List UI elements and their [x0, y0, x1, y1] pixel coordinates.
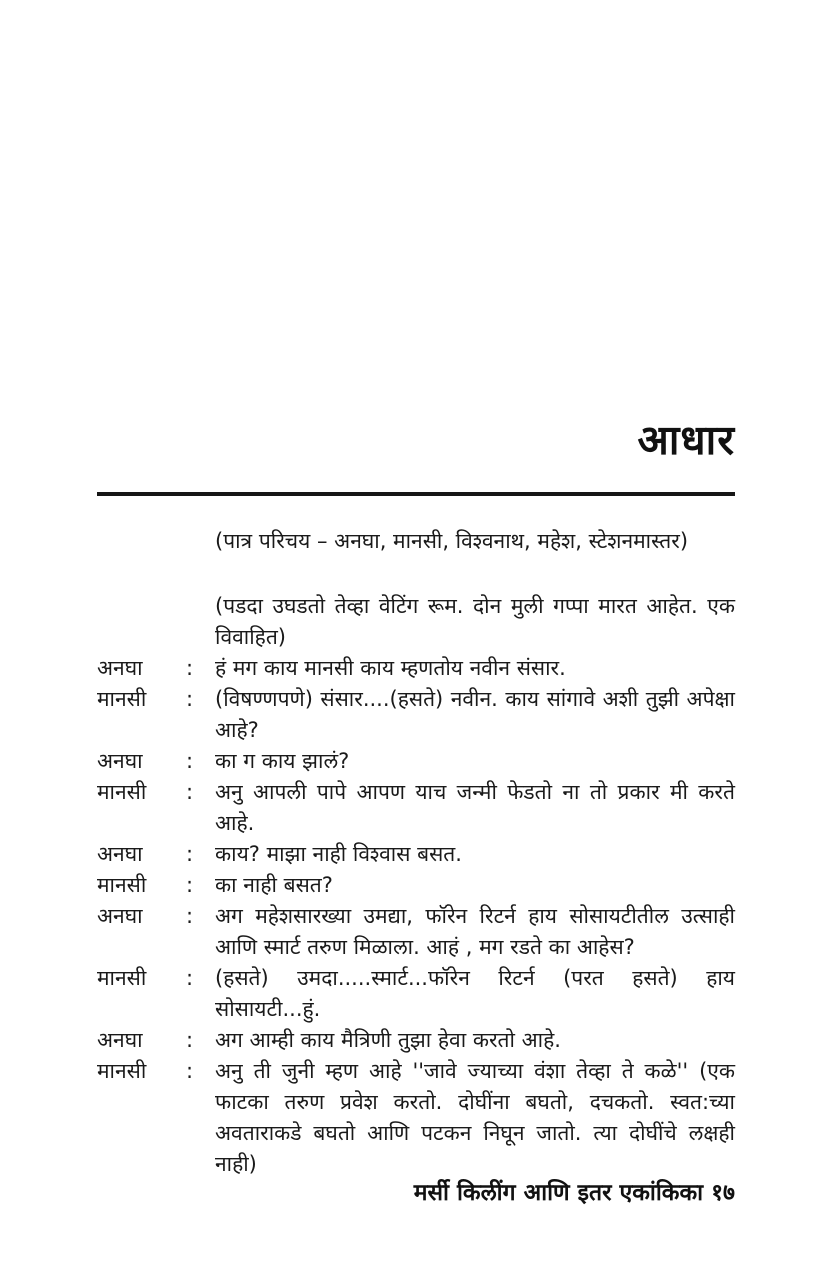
speaker-separator: :	[186, 687, 194, 711]
running-footer-book-title-page-number: मर्सी किलींग आणि इतर एकांकिका १७	[413, 1180, 735, 1206]
dialogue-row	[97, 746, 735, 777]
speaker-separator: :	[186, 873, 194, 897]
dialogue-row	[97, 839, 735, 870]
dialogue-text: हं मग काय मानसी काय म्हणतोय नवीन संसार.	[215, 656, 566, 680]
speaker-separator: :	[186, 966, 194, 990]
speaker-name: अनघा	[97, 842, 143, 866]
speaker-name: मानसी	[97, 966, 147, 990]
dialogue-row	[97, 777, 735, 839]
speaker-separator: :	[186, 780, 194, 804]
speaker-separator: :	[186, 1059, 194, 1083]
dialogue-text: अनु ती जुनी म्हण आहे ''जावे ज्याच्या वंशा तेव्हा ते कळे'' (एक फाटका तरुण प्रवेश करतो. दोघींना बघतो, दचकतो. स्वत:च्या अवताराकडे बघतो आणि पटकन निघून जातो. त्या दोघींचे लक्षही नाही)	[215, 1059, 735, 1176]
dialogue-row	[97, 870, 735, 901]
dialogue-text: अग आम्ही काय मैत्रिणी तुझा हेवा करतो आहे.	[215, 1028, 561, 1052]
dialogue-row	[97, 684, 735, 746]
title-divider-rule	[97, 492, 735, 496]
dialogue-text: का ग काय झालं?	[215, 749, 350, 773]
speaker-separator: :	[186, 1028, 194, 1052]
dialogue-text: का नाही बसत?	[215, 873, 333, 897]
speaker-name: मानसी	[97, 1059, 147, 1083]
dialogue-row	[97, 653, 735, 684]
dialogue-row	[97, 1025, 735, 1056]
speaker-name: मानसी	[97, 873, 147, 897]
page-content	[97, 414, 735, 1180]
dialogue-row	[97, 963, 735, 1025]
dialogue-list	[97, 653, 735, 1180]
dialogue-row	[97, 1056, 735, 1180]
opening-stage-direction: (पडदा उघडतो तेव्हा वेटिंग रूम. दोन मुली गप्पा मारत आहेत. एक विवाहित)	[215, 594, 735, 649]
dialogue-row	[97, 901, 735, 963]
speaker-name: अनघा	[97, 749, 143, 773]
dialogue-text: काय? माझा नाही विश्वास बसत.	[215, 842, 462, 866]
speaker-separator: :	[186, 749, 194, 773]
dialogue-text: अनु आपली पापे आपण याच जन्मी फेडतो ना तो प्रकार मी करते आहे.	[215, 780, 735, 835]
dialogue-text: अग महेशसारख्या उमद्या, फॉरेन रिटर्न हाय सोसायटीतील उत्साही आणि स्मार्ट तरुण मिळाला. आहं , मग रडते का आहेस?	[215, 904, 735, 959]
speaker-separator: :	[186, 842, 194, 866]
dialogue-text: (विषण्णपणे) संसार....(हसते) नवीन. काय सांगावे अशी तुझी अपेक्षा आहे?	[215, 687, 735, 742]
speaker-name: अनघा	[97, 1028, 143, 1052]
speaker-name: अनघा	[97, 904, 143, 928]
speaker-name: मानसी	[97, 687, 147, 711]
speaker-name: अनघा	[97, 656, 143, 680]
page-title: आधार	[637, 416, 735, 464]
speaker-separator: :	[186, 656, 194, 680]
speaker-separator: :	[186, 904, 194, 928]
cast-introduction: (पात्र परिचय – अनघा, मानसी, विश्वनाथ, महेश, स्टेशनमास्तर)	[215, 529, 689, 553]
speaker-name: मानसी	[97, 780, 147, 804]
dialogue-text: (हसते) उमदा.....स्मार्ट...फॉरेन रिटर्न (परत हसते) हाय सोसायटी...हुं.	[215, 966, 735, 1021]
